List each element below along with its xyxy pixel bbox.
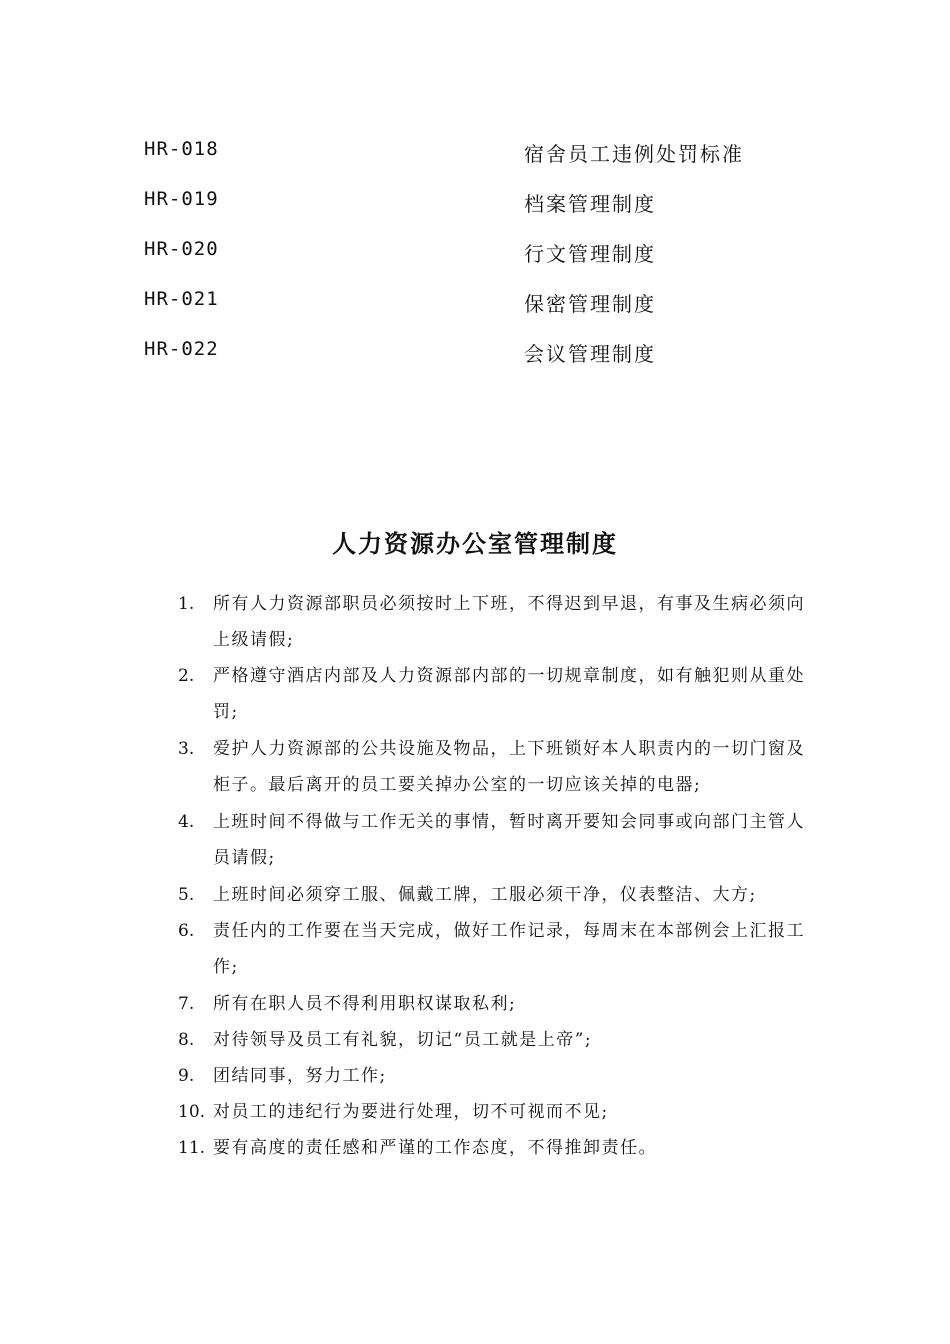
index-row [144, 338, 844, 368]
index-name: 宿舍员工违例处罚标准 [524, 142, 744, 166]
list-item-number: 6. [178, 921, 195, 941]
list-item-number: 10. [178, 1102, 206, 1122]
index-name: 档案管理制度 [524, 192, 656, 216]
index-code: HR-019 [144, 188, 219, 210]
list-item-text: 爱护人力资源部的公共设施及物品，上下班锁好本人职责内的一切门窗及柜子。最后离开的员工要关掉办公室的一切应该关掉的电器; [213, 739, 805, 795]
list-item-text: 所有人力资源部职员必须按时上下班，不得迟到早退，有事及生病必须向上级请假; [213, 594, 805, 650]
index-row [144, 238, 844, 268]
index-row [144, 288, 844, 318]
index-code: HR-021 [144, 288, 219, 310]
list-item-text: 团结同事，努力工作; [213, 1066, 387, 1086]
index-row [144, 138, 844, 168]
list-item-number: 2. [178, 666, 195, 686]
list-item-number: 9. [178, 1066, 195, 1086]
index-code: HR-022 [144, 338, 219, 360]
list-item-number: 4. [178, 812, 195, 832]
index-code: HR-020 [144, 238, 219, 260]
page-title: 人力资源办公室管理制度 [332, 529, 618, 558]
list-item-text: 要有高度的责任感和严谨的工作态度，不得推卸责任。 [213, 1138, 657, 1158]
list-item-text: 严格遵守酒店内部及人力资源部内部的一切规章制度，如有触犯则从重处罚; [213, 666, 805, 722]
list-item-number: 5. [178, 885, 195, 905]
list-item-text: 责任内的工作要在当天完成，做好工作记录，每周末在本部例会上汇报工作; [213, 921, 805, 977]
list-item-number: 11. [178, 1138, 206, 1158]
index-row [144, 188, 844, 218]
list-item-text: 上班时间必须穿工服、佩戴工牌，工服必须干净，仪表整洁、大方; [213, 885, 757, 905]
list-item-text: 所有在职人员不得利用职权谋取私利; [213, 994, 517, 1014]
list-item-number: 7. [178, 994, 195, 1014]
index-name: 行文管理制度 [524, 242, 656, 266]
list-item-number: 1. [178, 594, 195, 614]
index-name: 保密管理制度 [524, 292, 656, 316]
index-code: HR-018 [144, 138, 219, 160]
list-item-text: 对待领导及员工有礼貌，切记“员工就是上帝”; [213, 1030, 593, 1050]
list-item-number: 8. [178, 1030, 195, 1050]
list-item-text: 对员工的违纪行为要进行处理，切不可视而不见; [213, 1102, 609, 1122]
index-name: 会议管理制度 [524, 342, 656, 366]
list-item-text: 上班时间不得做与工作无关的事情，暂时离开要知会同事或向部门主管人员请假; [213, 812, 805, 868]
list-item-number: 3. [178, 739, 195, 759]
